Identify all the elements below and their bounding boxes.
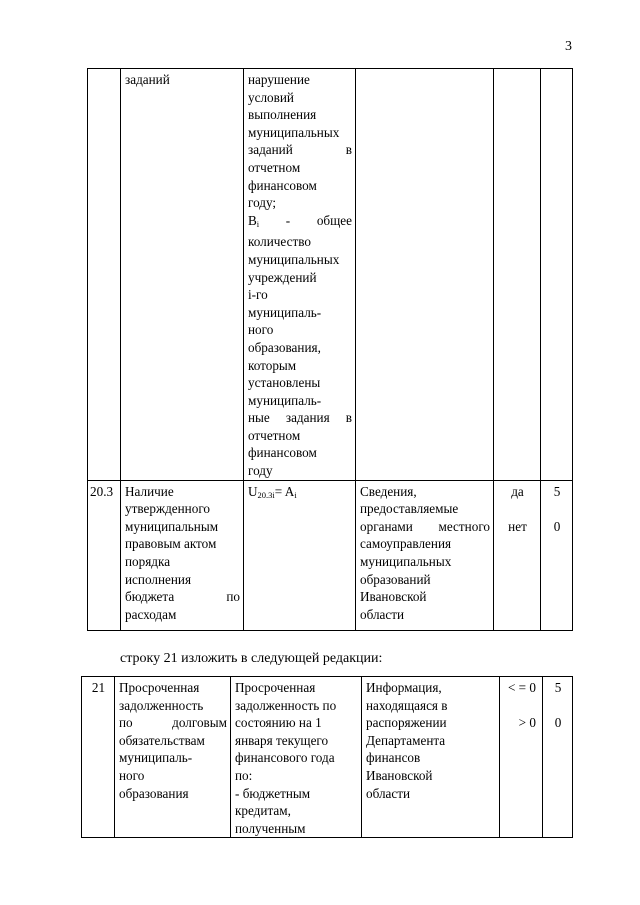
cell-text-line: отчетном — [248, 159, 301, 175]
cell-text-line: области — [366, 785, 411, 801]
cell-text-line: муниципаль- — [248, 304, 322, 320]
row-number-cell — [88, 69, 121, 481]
cell-text-line: исполнения — [125, 571, 192, 587]
criterion-name-text: заданий — [125, 72, 170, 87]
condition-no: нет — [508, 518, 527, 534]
score-2: 0 — [554, 715, 562, 731]
cell-text-line: отчетном — [248, 427, 301, 443]
cell-text-line: предоставляемые — [360, 501, 459, 517]
cell-text-line: Ивановской — [366, 767, 433, 783]
criterion-name-cell — [121, 480, 244, 630]
table-row — [82, 677, 573, 838]
cell-text-line: $B_i$ - общее — [248, 212, 352, 229]
condition-cell — [494, 480, 541, 630]
criterion-name-cell — [115, 677, 231, 838]
cell-text-line: находящаяся в — [366, 697, 448, 713]
score-cell — [541, 69, 573, 481]
cell-text-line: финансов — [366, 750, 421, 766]
cell-text-line: по: — [235, 767, 253, 783]
formula-cell — [244, 69, 356, 481]
cell-text-line: выполнения — [248, 107, 317, 123]
cell-text-line: условий — [248, 89, 294, 105]
cell-text-line: учреждений — [248, 269, 317, 285]
score-yes: 5 — [553, 483, 561, 499]
cell-text-line: муниципальных — [248, 124, 340, 140]
criteria-table-continuation — [87, 68, 573, 631]
cell-text-line: обязательствам — [119, 732, 205, 748]
cell-text-line: образования — [119, 785, 189, 801]
cell-text-line: Просроченная — [119, 680, 200, 695]
cell-text-line: году; — [248, 195, 277, 211]
cell-text-line: нарушение — [248, 72, 310, 87]
cell-text-line: установлены — [248, 375, 321, 391]
table-row — [88, 480, 573, 630]
cell-text-line: ного — [119, 767, 145, 783]
source-cell — [362, 677, 500, 838]
cell-text-line: января текущего — [235, 732, 329, 748]
cell-text-line: образований — [360, 571, 431, 587]
page-number: 3 — [565, 39, 572, 54]
cell-text-line: правовым актом — [125, 536, 217, 552]
cell-text-line: по долговым — [119, 715, 227, 731]
cell-text-line: области — [360, 606, 405, 622]
cell-text-line: распоряжении — [366, 715, 447, 731]
score-cell — [541, 480, 573, 630]
cell-text-line: - бюджетным — [235, 785, 311, 801]
score-cell — [543, 677, 573, 838]
source-cell — [356, 69, 494, 481]
condition-yes: да — [511, 483, 524, 499]
cell-text-line: Сведения, — [360, 483, 417, 499]
cell-text-line: ного — [248, 322, 274, 338]
cell-text-line: финансового года — [235, 750, 335, 766]
cell-text-line: финансовом — [248, 177, 317, 193]
condition-gt-zero: > 0 — [518, 715, 536, 731]
row-number: 21 — [91, 680, 106, 695]
cell-text-line: органами местного — [360, 518, 490, 534]
condition-le-zero: < = 0 — [507, 680, 536, 695]
row-number-cell — [88, 480, 121, 630]
cell-text-line: количество — [248, 234, 311, 250]
cell-text-line: которым — [248, 357, 297, 373]
cell-text-line: порядка — [125, 554, 171, 570]
formula: $U_{20.3i}= A_i$ — [248, 483, 297, 500]
criteria-table-row-21 — [81, 676, 573, 838]
cell-text-line: утвержденного — [125, 501, 211, 517]
formula-cell — [244, 480, 356, 630]
cell-text-line: задолженность по — [235, 697, 337, 713]
score-no: 0 — [553, 518, 561, 534]
cell-text-line: заданий в — [248, 142, 352, 158]
cell-text-line: Просроченная — [235, 680, 316, 695]
cell-text-line: самоуправления — [360, 536, 452, 552]
cell-text-line: i-го — [248, 287, 268, 303]
cell-text-line: образования, — [248, 339, 321, 355]
cell-text-line: расходам — [125, 606, 177, 622]
cell-text-line: кредитам, — [235, 803, 291, 819]
cell-text-line: состоянию на 1 — [235, 715, 322, 731]
row-number-cell — [82, 677, 115, 838]
cell-text-line: финансовом — [248, 445, 317, 461]
source-cell — [356, 480, 494, 630]
cell-text-line: муниципаль- — [248, 392, 322, 408]
cell-text-line: задолженность — [119, 697, 204, 713]
cell-text-line: Информация, — [366, 680, 442, 695]
cell-text-line: Ивановской — [360, 589, 427, 605]
cell-text-line: ные задания в — [248, 410, 352, 426]
formula-cell — [231, 677, 362, 838]
cell-text-line: году — [248, 463, 273, 479]
cell-text-line: муниципальных — [248, 251, 340, 267]
condition-cell — [494, 69, 541, 481]
row-number: 20.3 — [90, 483, 114, 499]
table-row — [88, 69, 573, 481]
cell-text-line: муниципальных — [360, 554, 452, 570]
instruction-paragraph: строку 21 изложить в следующей редакции: — [120, 651, 383, 666]
score-1: 5 — [554, 680, 562, 695]
cell-text-line: муниципаль- — [119, 750, 193, 766]
cell-text-line: полученным — [235, 820, 306, 836]
cell-text-line: Департамента — [366, 732, 446, 748]
condition-cell — [500, 677, 543, 838]
cell-text-line: бюджета по — [125, 589, 240, 605]
cell-text-line: Наличие — [125, 483, 174, 499]
criterion-name-cell — [121, 69, 244, 481]
cell-text-line: муниципальным — [125, 518, 219, 534]
